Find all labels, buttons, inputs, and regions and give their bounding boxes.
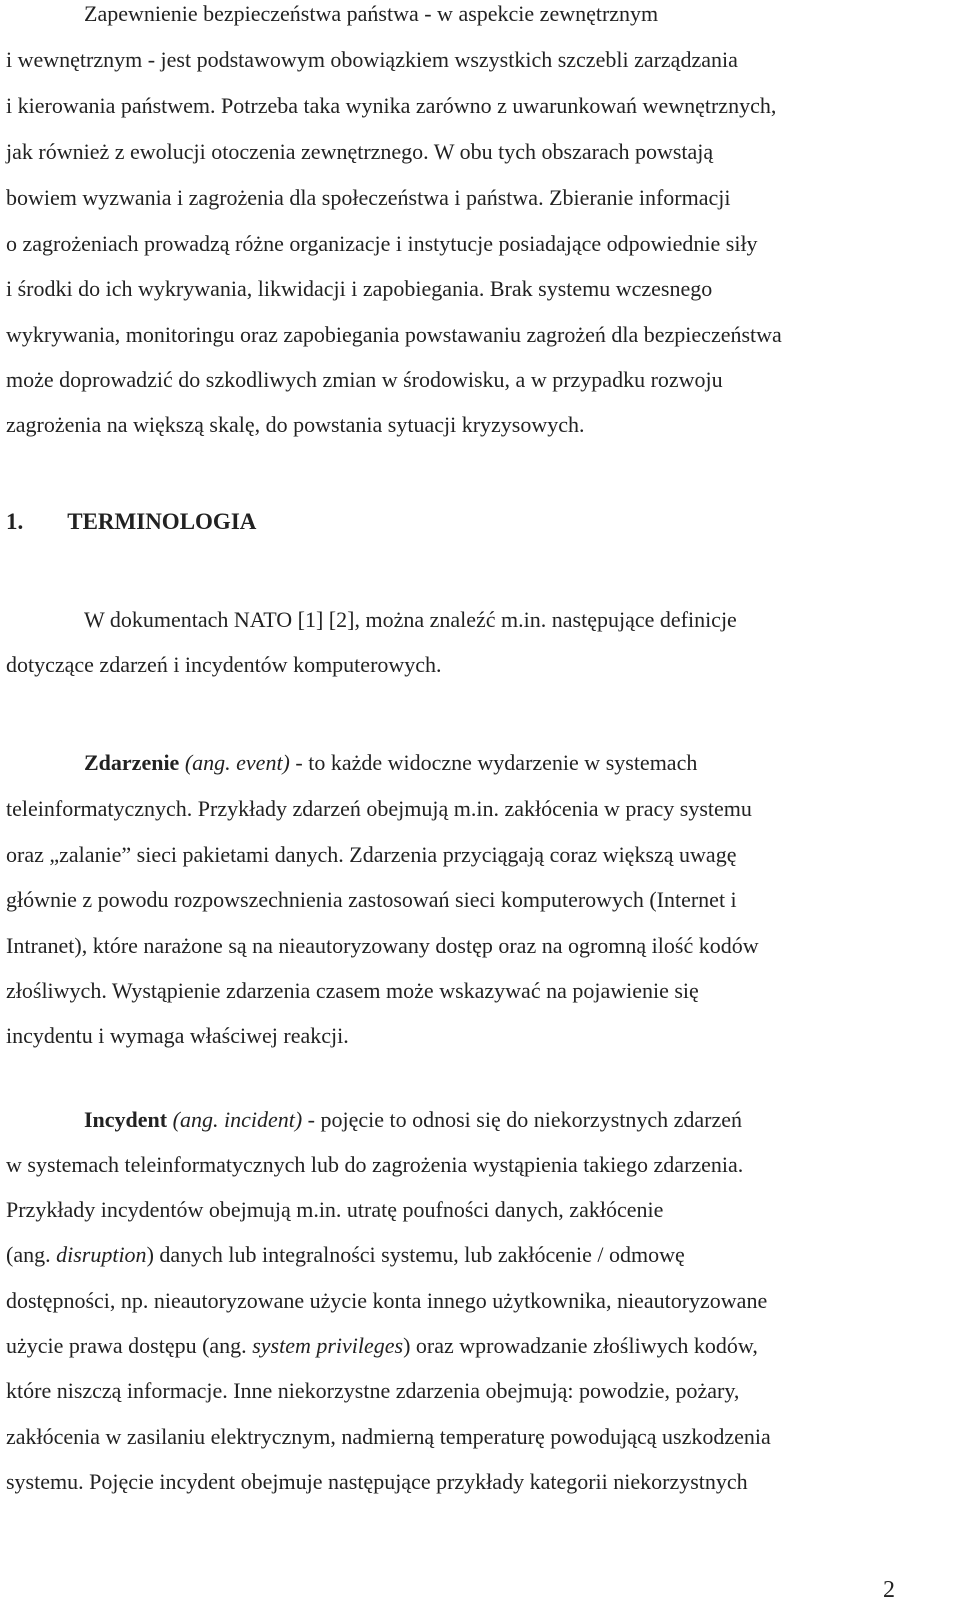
definition-line: Przykłady incydentów obejmują m.in. utratę poufności danych, zakłócenie xyxy=(6,1197,664,1222)
page-number: 2 xyxy=(883,1577,895,1603)
definition-line: dostępności, np. nieautoryzowane użycie konta innego użytkownika, nieautoryzowane xyxy=(6,1288,768,1313)
definition-line: Intranet), które narażone są na nieautoryzowany dostęp oraz na ogromną ilość kodów xyxy=(6,933,759,958)
definition-incydent-first-line xyxy=(84,1106,742,1134)
intro-line: i kierowania państwem. Potrzeba taka wynika zarówno z uwarunkowań wewnętrznych, xyxy=(6,93,777,118)
intro-line: o zagrożeniach prowadzą różne organizacje i instytucje posiadające odpowiednie siły xyxy=(6,231,758,256)
term-zdarzenie-english: (ang. event) xyxy=(179,750,290,775)
text-segment: (ang. xyxy=(6,1242,57,1267)
definition-line: głównie z powodu rozpowszechnienia zastosowań sieci komputerowych (Internet i xyxy=(6,887,737,912)
definition-line: incydentu i wymaga właściwej reakcji. xyxy=(6,1023,349,1048)
nato-line: dotyczące zdarzeń i incydentów komputerowych. xyxy=(6,652,442,677)
definition-line: złośliwych. Wystąpienie zdarzenia czasem może wskazywać na pojawienie się xyxy=(6,978,699,1003)
definition-zdarzenie-first-line xyxy=(84,749,697,777)
section-title: TERMINOLOGIA xyxy=(67,509,257,534)
intro-line: bowiem wyzwania i zagrożenia dla społeczeństwa i państwa. Zbieranie informacji xyxy=(6,185,731,210)
intro-line: jak również z ewolucji otoczenia zewnętrznego. W obu tych obszarach powstają xyxy=(6,139,714,164)
text-segment: ) oraz wprowadzanie złośliwych kodów, xyxy=(403,1333,758,1358)
definition-line: oraz „zalanie” sieci pakietami danych. Zdarzenia przyciągają coraz większą uwagę xyxy=(6,842,737,867)
definition-line xyxy=(6,1332,758,1360)
definition-line: teleinformatycznych. Przykłady zdarzeń obejmują m.in. zakłócenia w pracy systemu xyxy=(6,796,752,821)
text-segment: użycie prawa dostępu (ang. xyxy=(6,1333,253,1358)
definition-line: które niszczą informacje. Inne niekorzystne zdarzenia obejmują: powodzie, pożary, xyxy=(6,1378,740,1403)
nato-line: W dokumentach NATO [1] [2], można znaleźć m.in. następujące definicje xyxy=(84,607,737,632)
english-term: system privileges xyxy=(252,1333,404,1358)
term-incydent: Incydent xyxy=(84,1107,168,1132)
definition-line: zakłócenia w zasilaniu elektrycznym, nadmierną temperaturę powodującą uszkodzenia xyxy=(6,1424,771,1449)
definition-text: - to każde widoczne wydarzenie w systemach xyxy=(289,750,698,775)
intro-line: i środki do ich wykrywania, likwidacji i zapobiegania. Brak systemu wczesnego xyxy=(6,276,713,301)
definition-line xyxy=(6,1241,685,1269)
intro-line: Zapewnienie bezpieczeństwa państwa - w aspekcie zewnętrznym xyxy=(84,1,659,26)
term-zdarzenie: Zdarzenie xyxy=(84,750,180,775)
intro-line: i wewnętrznym - jest podstawowym obowiązkiem wszystkich szczebli zarządzania xyxy=(6,47,738,72)
term-incydent-english: (ang. incident) xyxy=(167,1107,303,1132)
intro-line: wykrywania, monitoringu oraz zapobiegania powstawaniu zagrożeń dla bezpieczeństwa xyxy=(6,322,782,347)
section-number: 1. xyxy=(6,509,24,534)
text-segment: ) danych lub integralności systemu, lub zakłócenie / odmowę xyxy=(146,1242,685,1267)
definition-text: - pojęcie to odnosi się do niekorzystnych zdarzeń xyxy=(302,1107,743,1132)
section-heading xyxy=(6,508,256,536)
intro-line: zagrożenia na większą skalę, do powstania sytuacji kryzysowych. xyxy=(6,412,585,437)
definition-line: w systemach teleinformatycznych lub do zagrożenia wystąpienia takiego zdarzenia. xyxy=(6,1152,744,1177)
english-term: disruption xyxy=(56,1242,147,1267)
intro-line: może doprowadzić do szkodliwych zmian w środowisku, a w przypadku rozwoju xyxy=(6,367,723,392)
definition-line: systemu. Pojęcie incydent obejmuje następujące przykłady kategorii niekorzystnych xyxy=(6,1469,748,1494)
